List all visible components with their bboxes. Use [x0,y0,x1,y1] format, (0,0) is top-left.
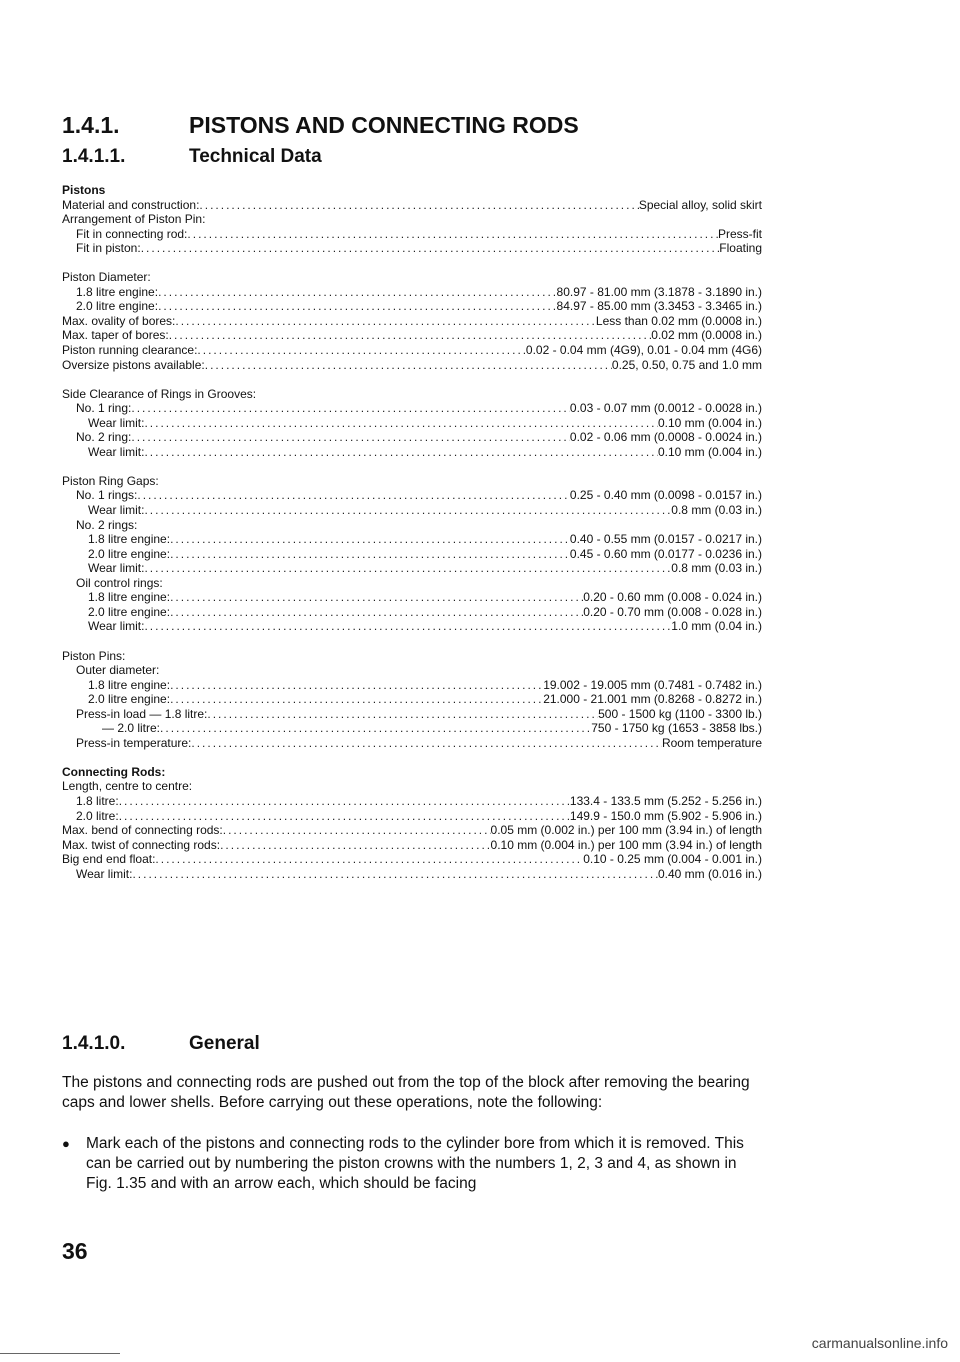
spec-label: Wear limit: [88,619,145,634]
leader-dots [137,488,570,503]
spec-row [62,227,762,242]
spec-label: — 2.0 litre: [102,721,161,736]
spec-label: Press-in temperature: [76,735,192,750]
spec-row [62,314,762,329]
spec-row [62,867,762,882]
spec-row [62,809,762,824]
leader-dots [141,241,720,256]
spec-label: 2.0 litre: [76,808,119,823]
spec-value: Press-fit [717,226,762,241]
spec-label: No. 1 rings: [76,488,138,503]
spec-subheading: Side Clearance of Rings in Grooves: [62,386,257,401]
spec-subheading: Piston Diameter: [62,270,151,285]
data-group [62,649,762,751]
leader-dots [160,721,591,736]
leader-dots [169,328,652,343]
leader-dots [170,692,543,707]
spec-label: Press-in load — 1.8 litre: [76,706,208,721]
spec-label: Max. bend of connecting rods: [62,823,223,838]
spec-value: 0.02 - 0.06 mm (0.0008 - 0.0024 in.) [569,430,762,445]
spec-row [62,285,762,300]
spec-value: 0.02 - 0.04 mm (4G9), 0.01 - 0.04 mm (4G6) [525,343,762,358]
spec-value: 0.10 mm (0.004 in.) per 100 mm (3.94 in.) of length [490,837,762,852]
bullet-text: Mark each of the pistons and connecting rods to the cylinder bore from which it is removed. This can be carried out by numbering the piston crowns with the numbers 1, 2, 3 and 4, as shown in Fig. 1.35 and with an arrow each, which should be facing [86,1135,744,1192]
leader-dots [175,314,596,329]
general-heading [62,1033,260,1055]
spec-row [62,547,762,562]
spec-row [62,721,762,736]
leader-dots [144,445,658,460]
section-heading [62,112,579,139]
spec-value: 0.40 mm (0.016 in.) [657,866,762,881]
spec-value: 0.10 - 0.25 mm (0.004 - 0.001 in.) [583,852,762,867]
spec-value: 0.45 - 0.60 mm (0.0177 - 0.0236 in.) [569,546,762,561]
spec-subheading: Piston Pins: [62,648,126,663]
spec-label: Fit in piston: [76,241,141,256]
spec-label: Big end end float: [62,852,156,867]
spec-value: Room temperature [661,735,762,750]
spec-row [62,590,762,605]
general-number: 1.4.1.0. [62,1033,126,1054]
spec-label: 2.0 litre engine: [88,546,171,561]
spec-row [62,561,762,576]
spec-row [62,198,762,213]
spec-row [62,707,762,722]
spec-value: 133.4 - 133.5 mm (5.252 - 5.256 in.) [569,793,762,808]
spec-row [62,343,762,358]
spec-row [62,430,762,445]
spec-subheading: No. 2 rings: [76,517,138,532]
leader-dots [223,823,491,838]
leader-dots [170,678,543,693]
spec-subheading: Outer diameter: [76,663,160,678]
watermark: carmanualsonline.info [811,1335,948,1351]
spec-label: Material and construction: [62,197,200,212]
group-title: Connecting Rods: [62,764,166,779]
data-group [62,474,762,634]
leader-dots [131,430,570,445]
spec-label: 2.0 litre engine: [88,604,171,619]
page-number: 36 [62,1238,88,1264]
spec-row [62,488,762,503]
spec-label: Piston running clearance: [62,343,198,358]
spec-value: 0.25, 0.50, 0.75 and 1.0 mm [611,357,762,372]
spec-value: 0.10 mm (0.004 in.) [657,415,762,430]
section-title: PISTONS AND CONNECTING RODS [189,112,579,138]
spec-value: 0.05 mm (0.002 in.) per 100 mm (3.94 in.) of length [490,823,762,838]
data-group [62,387,762,460]
section-number: 1.4.1. [62,112,120,138]
leader-dots [170,590,583,605]
spec-row [62,445,762,460]
leader-dots [158,285,556,300]
spec-subheading: Oil control rings: [76,575,163,590]
spec-label: No. 1 ring: [76,401,132,416]
spec-value: 0.10 mm (0.004 in.) [657,444,762,459]
leader-dots [170,605,583,620]
leader-dots [170,532,570,547]
spec-row [62,358,762,373]
leader-dots [199,198,638,213]
leader-dots [170,547,570,562]
spec-row [62,838,762,853]
leader-dots [132,867,658,882]
spec-subheading: Length, centre to centre: [62,779,193,794]
leader-dots [187,227,718,242]
spec-label: Max. twist of connecting rods: [62,837,221,852]
subsection-heading [62,146,322,168]
general-paragraph: The pistons and connecting rods are pushed out from the top of the block after removing the bearing caps and lower shells. Before carrying out these operations, note the following: [62,1074,750,1111]
spec-row [62,852,762,867]
spec-value: 84.97 - 85.00 mm (3.3453 - 3.3465 in.) [556,299,762,314]
leader-dots [197,343,525,358]
spec-label: Oversize pistons available: [62,357,205,372]
spec-label: 1.8 litre engine: [88,590,171,605]
spec-value: 0.20 - 0.70 mm (0.008 - 0.028 in.) [583,604,762,619]
leader-dots [191,736,662,751]
spec-row [62,794,762,809]
spec-label: 2.0 litre engine: [76,299,159,314]
leader-dots [131,401,570,416]
leader-dots [158,299,556,314]
general-title: General [189,1033,260,1054]
spec-row [62,328,762,343]
spec-value: Less than 0.02 mm (0.0008 in.) [595,313,762,328]
leader-dots [155,852,583,867]
spec-label: 1.8 litre engine: [88,532,171,547]
leader-dots [144,416,658,431]
spec-value: 0.02 mm (0.0008 in.) [651,328,762,343]
spec-label: Wear limit: [88,503,145,518]
footer-rule [0,1353,120,1354]
spec-subheading: Arrangement of Piston Pin: [62,212,206,227]
spec-row [62,532,762,547]
spec-label: Wear limit: [88,444,145,459]
spec-value: 149.9 - 150.0 mm (5.902 - 5.906 in.) [569,808,762,823]
spec-row [62,619,762,634]
leader-dots [220,838,490,853]
spec-row [62,299,762,314]
leader-dots [144,561,671,576]
spec-row [62,401,762,416]
spec-row [62,736,762,751]
spec-label: Fit in connecting rod: [76,226,188,241]
spec-value: 19.002 - 19.005 mm (0.7481 - 0.7482 in.) [543,677,762,692]
spec-row [62,678,762,693]
spec-row [62,503,762,518]
spec-row [62,416,762,431]
data-group [62,183,762,256]
spec-label: 1.8 litre: [76,793,119,808]
spec-label: Max. taper of bores: [62,328,169,343]
spec-label: Wear limit: [88,561,145,576]
data-group [62,765,762,881]
spec-label: 1.8 litre engine: [88,677,171,692]
leader-dots [119,809,570,824]
spec-value: 1.0 mm (0.04 in.) [671,619,762,634]
spec-label: 2.0 litre engine: [88,692,171,707]
spec-row [62,241,762,256]
leader-dots [205,358,612,373]
spec-value: 80.97 - 81.00 mm (3.1878 - 3.1890 in.) [556,284,762,299]
spec-value: 0.8 mm (0.03 in.) [671,561,762,576]
spec-value: 21.000 - 21.001 mm (0.8268 - 0.8272 in.) [543,692,762,707]
data-group [62,270,762,372]
group-title: Pistons [62,183,106,197]
leader-dots [207,707,598,722]
subsection-number: 1.4.1.1. [62,146,126,167]
spec-value: 0.40 - 0.55 mm (0.0157 - 0.0217 in.) [569,532,762,547]
leader-dots [119,794,570,809]
subsection-title: Technical Data [189,146,322,167]
leader-dots [144,619,671,634]
spec-value: 0.20 - 0.60 mm (0.008 - 0.024 in.) [583,590,762,605]
spec-label: No. 2 ring: [76,430,132,445]
spec-row [62,605,762,620]
spec-label: Max. ovality of bores: [62,313,176,328]
technical-data-list [62,183,762,896]
bullet-icon: ● [62,1136,70,1151]
bullet-item [62,1134,762,1194]
spec-value: 0.25 - 0.40 mm (0.0098 - 0.0157 in.) [569,488,762,503]
spec-value: 500 - 1500 kg (1100 - 3300 lb.) [598,706,762,721]
spec-value: 0.8 mm (0.03 in.) [671,503,762,518]
spec-row [62,692,762,707]
spec-value: Special alloy, solid skirt [638,197,762,212]
spec-value: 750 - 1750 kg (1653 - 3858 lbs.) [591,721,762,736]
spec-label: Wear limit: [88,415,145,430]
spec-row [62,823,762,838]
spec-value: 0.03 - 0.07 mm (0.0012 - 0.0028 in.) [569,401,762,416]
spec-label: Wear limit: [76,866,133,881]
spec-subheading: Piston Ring Gaps: [62,473,159,488]
spec-value: Floating [719,241,762,256]
leader-dots [144,503,671,518]
spec-label: 1.8 litre engine: [76,284,159,299]
